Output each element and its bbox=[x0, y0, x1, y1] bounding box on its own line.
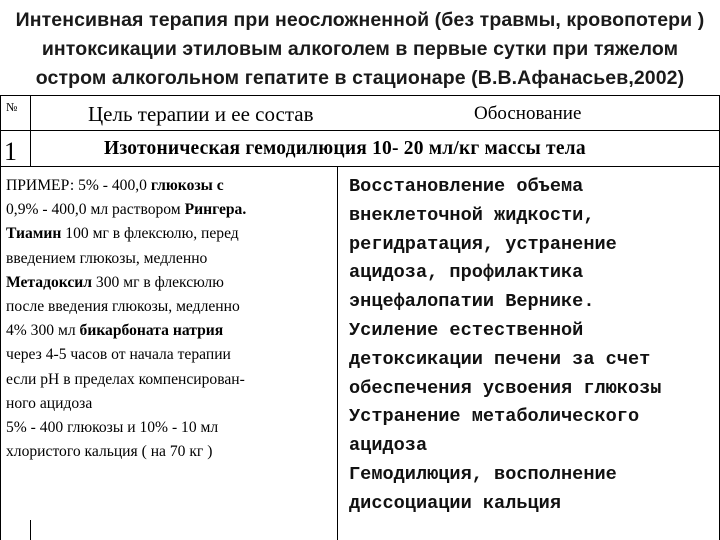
rationale-line: ацидоза, профилактика bbox=[349, 262, 584, 284]
rationale-line: энцефалопатии Вернике. bbox=[349, 291, 595, 313]
composition-line: если рН в пределах компенсирован- bbox=[6, 370, 245, 388]
table-left-border bbox=[0, 95, 1, 540]
header-reason: Обоснование bbox=[474, 103, 582, 124]
bold-text: бикарбоната натрия bbox=[79, 322, 224, 340]
header-row-border bbox=[0, 130, 720, 131]
text-span: ПРИМЕР: 5% - 400,0 bbox=[6, 177, 151, 194]
text-span: 100 мг в флексюлю, перед bbox=[61, 225, 239, 243]
rationale-line: Усиление естественной bbox=[349, 319, 584, 341]
title-line-3: остром алкогольном гепатите в стационаре (В.В.Афанасьев,2002) bbox=[35, 67, 685, 89]
composition-line bbox=[6, 222, 336, 246]
rationale-line: Гемодилюция, восполнение bbox=[349, 463, 617, 485]
num-column-divider-bottom bbox=[30, 520, 31, 540]
slide-title bbox=[0, 0, 720, 95]
bold-text: глюкозы с bbox=[150, 177, 224, 194]
composition-line: через 4-5 часов от начала терапии bbox=[6, 346, 231, 364]
bold-text: Тиамин bbox=[6, 225, 62, 243]
composition-line bbox=[6, 174, 336, 198]
text-span: 0,9% - 400,0 мл раствором bbox=[6, 201, 185, 219]
rationale-line: ацидоза bbox=[349, 435, 428, 457]
text-span: 300 мг в флексюлю bbox=[92, 273, 224, 291]
title-line-2: интоксикации этиловым алкоголем в первые сутки при тяжелом bbox=[41, 38, 679, 60]
rationale-line: детоксикации печени за счет bbox=[349, 348, 651, 370]
header-goal: Цель терапии и ее состав bbox=[88, 102, 314, 126]
rationale-line: Устранение метаболического bbox=[349, 406, 640, 428]
header-number: № bbox=[6, 100, 18, 114]
rationale-line: обеспечения усвоения глюкозы bbox=[349, 377, 662, 399]
row1-number: 1 bbox=[4, 137, 17, 166]
row1-title: Изотоническая гемодилюция 10- 20 мл/кг массы тела bbox=[104, 138, 586, 159]
num-column-divider bbox=[30, 95, 31, 166]
title-line-1: Интенсивная терапия при неосложненной (без травмы, кровопотери ) bbox=[15, 9, 705, 31]
rationale-line: диссоциации кальция bbox=[349, 492, 562, 514]
composition-line: ного ацидоза bbox=[6, 394, 93, 412]
content-column-divider bbox=[337, 166, 338, 540]
therapy-rationale bbox=[349, 173, 719, 519]
bold-text: Рингера. bbox=[184, 201, 247, 219]
composition-line bbox=[6, 319, 336, 343]
composition-line: 5% - 400 глюкозы и 10% - 10 мл bbox=[6, 418, 219, 436]
rationale-line: регидратация, устранение bbox=[349, 233, 617, 255]
therapy-composition bbox=[6, 174, 336, 464]
rationale-line: внеклеточной жидкости, bbox=[349, 204, 595, 226]
row1-title-border bbox=[0, 166, 720, 167]
composition-line bbox=[6, 198, 336, 222]
composition-line: хлористого кальция ( на 70 кг ) bbox=[6, 443, 213, 461]
table-top-border bbox=[0, 95, 720, 96]
composition-line: после введения глюкозы, медленно bbox=[6, 297, 240, 315]
composition-line bbox=[6, 271, 336, 295]
composition-line: введением глюкозы, медленно bbox=[6, 249, 208, 267]
rationale-line: Восстановление объема bbox=[349, 176, 584, 197]
text-span: 4% 300 мл bbox=[6, 322, 80, 340]
bold-text: Метадоксил bbox=[6, 273, 93, 291]
